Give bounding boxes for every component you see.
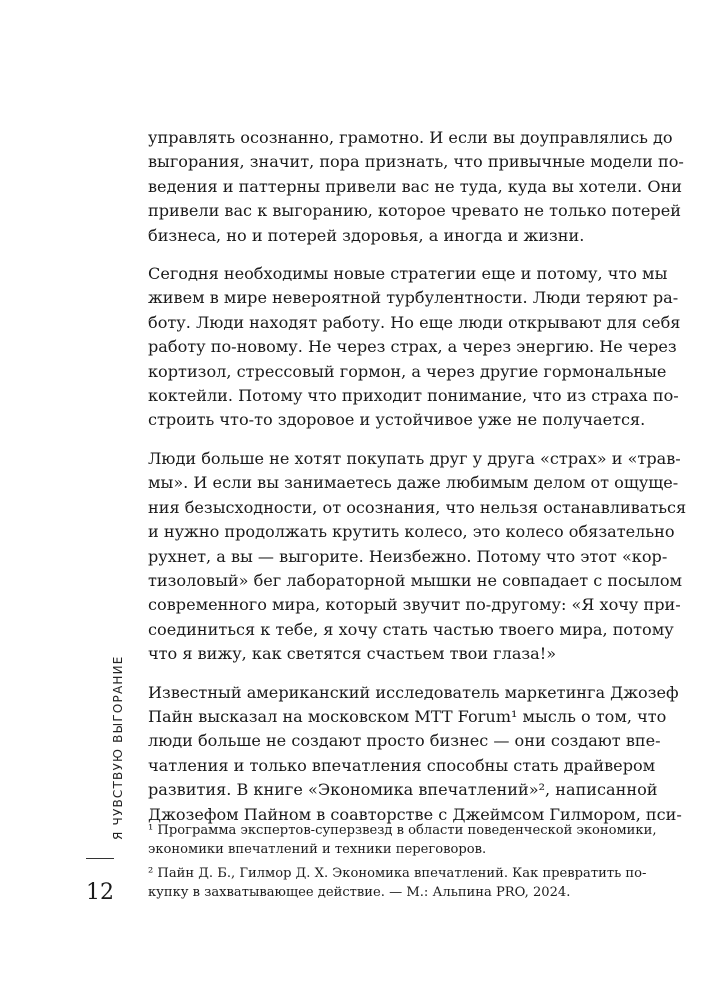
- footnotes: [148, 822, 657, 908]
- text-line: Люди больше не хотят покупать друг у друга «страх» и «трав-: [148, 448, 681, 468]
- paragraph-1: [148, 126, 684, 248]
- text-line: кортизол, стрессовый гормон, а через другие гормональные: [148, 361, 667, 381]
- text-line: Пайн высказал на московском MTT Forum¹ мысль о том, что: [148, 706, 667, 726]
- text-line: Сегодня необходимы новые стратегии еще и потому, что мы: [148, 264, 668, 284]
- paragraph-2: [148, 262, 681, 433]
- text-line: ведения и паттерны привели вас не туда, куда вы хотели. Они: [148, 176, 683, 196]
- text-line: соединиться к тебе, я хочу стать частью твоего мира, потому: [148, 619, 674, 639]
- text-line: привели вас к выгоранию, которое чревато не только потерей: [148, 201, 681, 221]
- page-number: 12: [86, 880, 114, 905]
- running-head: Я ЧУВСТВУЮ ВЫГОРАНИЕ: [111, 655, 125, 840]
- body-text: [148, 126, 687, 841]
- text-line: выгорания, значит, пора признать, что привычные модели по-: [148, 152, 684, 172]
- text-line: боту. Люди находят работу. Но еще люди открывают для себя: [148, 312, 681, 332]
- paragraph-4: [148, 681, 682, 827]
- text-line: бизнеса, но и потерей здоровья, а иногда и жизни.: [148, 225, 585, 245]
- footnote-line: купку в захватывающее действие. — М.: Альпина PRO, 2024.: [148, 884, 571, 900]
- text-line: чатления и только впечатления способны стать драйвером: [148, 755, 656, 775]
- text-line: управлять осознанно, грамотно. И если вы доуправлялись до: [148, 128, 673, 147]
- text-line: рухнет, а вы — выгорите. Неизбежно. Потому что этот «кор-: [148, 546, 668, 566]
- text-line: и нужно продолжать крутить колесо, это колесо обязательно: [148, 522, 675, 542]
- text-line: Джозефом Пайном в соавторстве с Джеймсом Гилмором, пси-: [148, 804, 682, 824]
- footnote-line: ² Пайн Д. Б., Гилмор Д. Х. Экономика впечатлений. Как превратить по-: [148, 866, 647, 882]
- text-line: строить что-то здоровое и устойчивое уже не получается.: [148, 410, 646, 430]
- text-line: живем в мире невероятной турбулентности. Люди теряют ра-: [148, 288, 679, 308]
- text-line: Известный американский исследователь маркетинга Джозеф: [148, 682, 679, 702]
- text-line: работу по-новому. Не через страх, а через энергию. Не через: [148, 337, 677, 357]
- text-line: современного мира, который звучит по-другому: «Я хочу при-: [148, 595, 681, 615]
- footnote-2: [148, 865, 647, 902]
- text-line: тизоловый» бег лабораторной мышки не совпадает с посылом: [148, 570, 683, 590]
- paragraph-3: [148, 447, 687, 667]
- text-line: что я вижу, как светятся счастьем твои глаза!»: [148, 644, 557, 664]
- page-number-rule: [86, 858, 114, 859]
- text-line: коктейли. Потому что приходит понимание, что из страха по-: [148, 386, 679, 406]
- footnote-1: [148, 822, 657, 859]
- text-line: ния безысходности, от осознания, что нельзя останавливаться: [148, 497, 687, 517]
- text-line: люди больше не создают просто бизнес — они создают впе-: [148, 731, 661, 751]
- text-line: мы». И если вы занимаетесь даже любимым делом от ощуще-: [148, 473, 679, 493]
- text-line: развития. В книге «Экономика впечатлений»², написанной: [148, 780, 658, 800]
- footnote-line: экономики впечатлений и техники переговоров.: [148, 841, 487, 857]
- footnote-line: ¹ Программа экспертов-суперзвезд в области поведенческой экономики,: [148, 823, 657, 838]
